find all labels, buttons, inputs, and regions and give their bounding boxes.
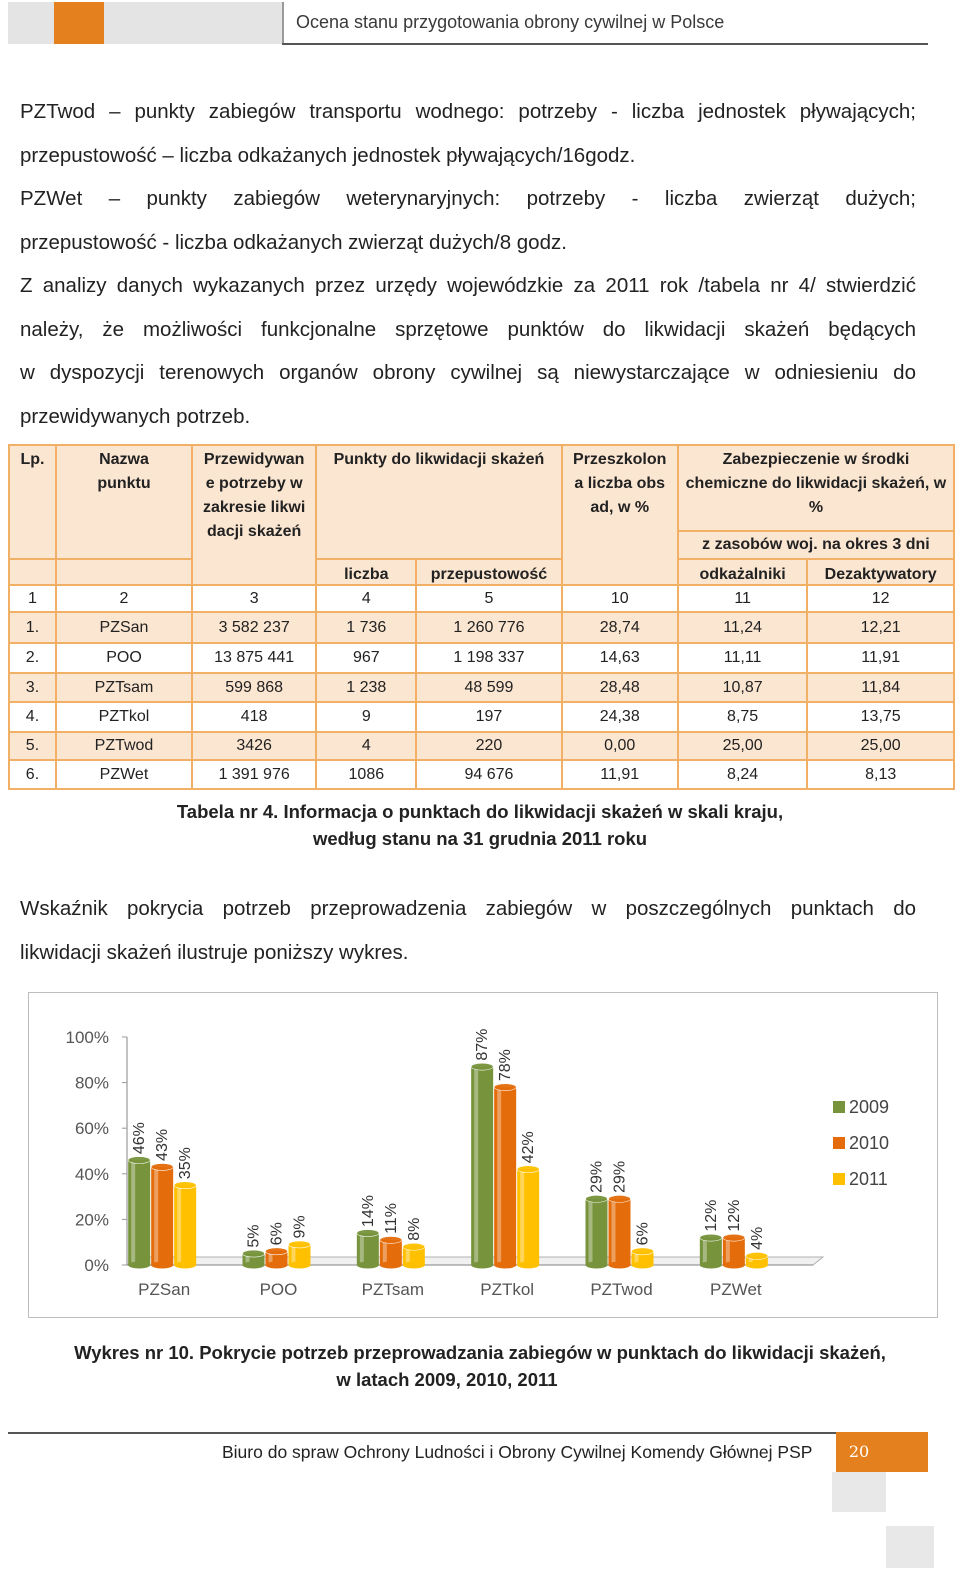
- table-cell: 28,48: [562, 673, 678, 702]
- data-label: 9%: [291, 1215, 309, 1239]
- table-cell: 94 676: [416, 760, 561, 789]
- bar-highlight: [726, 1240, 730, 1263]
- bar-top: [380, 1236, 402, 1243]
- bar-top: [746, 1252, 768, 1259]
- table-cell: 11,91: [807, 643, 954, 673]
- table-cell: 1: [9, 585, 56, 612]
- data-label: 42%: [520, 1131, 538, 1164]
- data-label: 8%: [405, 1217, 423, 1241]
- legend-swatch: [833, 1137, 845, 1149]
- table-cell: 28,74: [562, 612, 678, 643]
- legend-label: 2009: [849, 1097, 890, 1117]
- table-row: [9, 760, 954, 789]
- data-label: 6%: [268, 1222, 286, 1246]
- data-label: 12%: [702, 1199, 720, 1232]
- data-label: 43%: [154, 1128, 172, 1161]
- table-cell: 1 238: [316, 673, 416, 702]
- text-line: likwidacji skażeń ilustruje poniższy wykres.: [20, 940, 409, 964]
- table-cell: 4.: [9, 702, 56, 732]
- header-points: Punkty do likwidacji skażeń: [316, 445, 561, 559]
- y-tick-label: 20%: [74, 1210, 109, 1230]
- bar-base: [357, 1262, 379, 1269]
- header-supply-sub: z zasobów woj. na okres 3 dni: [678, 531, 954, 559]
- table-caption-line: Tabela nr 4. Informacja o punktach do likwidacji skażeń w skali kraju,: [176, 801, 784, 822]
- table-cell: PZSan: [56, 612, 192, 643]
- bar-highlight: [177, 1187, 181, 1263]
- table-row: [9, 643, 954, 673]
- data-label: 14%: [359, 1195, 377, 1228]
- bar-base: [586, 1262, 608, 1269]
- header-lp: Lp.: [9, 445, 56, 559]
- table-cell: 8,75: [678, 702, 808, 732]
- header-disinfect: Dezaktywatory: [807, 559, 954, 585]
- bar-top: [586, 1195, 608, 1202]
- bar-top: [517, 1166, 539, 1173]
- text-line: należy, że możliwości funkcjonalne sprzętowe punktów do likwidacji skażeń będących: [20, 317, 916, 341]
- header-name-text: Nazwa punktu: [97, 451, 151, 492]
- bar-top: [471, 1063, 493, 1070]
- table-cell: 9: [316, 702, 416, 732]
- data-label: 29%: [611, 1160, 629, 1193]
- text-line: w dyspozycji terenowych organów obrony cywilnej są niewystarczające w odniesieniu do: [20, 361, 916, 384]
- x-tick-label: PZSan: [138, 1280, 191, 1299]
- table-cell: PZTwod: [56, 732, 192, 760]
- table-cell: 13,75: [807, 702, 954, 732]
- table-cell: 10,87: [678, 673, 808, 702]
- x-tick-label: PZTwod: [590, 1280, 653, 1299]
- data-label: 29%: [588, 1160, 606, 1193]
- bar-highlight: [497, 1089, 501, 1263]
- table-cell: 12: [807, 585, 954, 612]
- data-label: 4%: [748, 1226, 766, 1250]
- bar-highlight: [131, 1162, 135, 1263]
- bar-base: [723, 1262, 745, 1269]
- footer-rule: [8, 1432, 836, 1434]
- table-cell: 2: [56, 585, 192, 612]
- header-rule: [282, 43, 928, 45]
- table-cell: 1 198 337: [416, 643, 561, 673]
- table-cell: 1086: [316, 760, 416, 789]
- table-cell: 11,84: [807, 673, 954, 702]
- header-count: liczba: [316, 559, 416, 585]
- table-cell: 3.: [9, 673, 56, 702]
- bar-base: [471, 1262, 493, 1269]
- data-label: 5%: [245, 1224, 263, 1248]
- table-cell: 1 260 776: [416, 612, 561, 643]
- bar-base: [494, 1262, 516, 1269]
- table-cell: 1 736: [316, 612, 416, 643]
- table-cell: 24,38: [562, 702, 678, 732]
- paragraph-indicator: [20, 887, 916, 974]
- bar-highlight: [703, 1240, 707, 1263]
- bar-base: [151, 1262, 173, 1269]
- table-cell: 3: [192, 585, 316, 612]
- header-empty: [9, 559, 56, 585]
- y-tick-label: 60%: [74, 1119, 109, 1139]
- table-cell: 11,24: [678, 612, 808, 643]
- bar-base: [609, 1262, 631, 1269]
- table-cell: 5: [416, 585, 561, 612]
- table-cell: 5.: [9, 732, 56, 760]
- table-cell: 48 599: [416, 673, 561, 702]
- legend-swatch: [833, 1101, 845, 1113]
- table-row: [9, 702, 954, 732]
- legend-swatch: [833, 1173, 845, 1185]
- y-tick-label: 80%: [74, 1073, 109, 1093]
- table-cell: 11: [678, 585, 808, 612]
- table-cell: 25,00: [807, 732, 954, 760]
- bar-top: [128, 1157, 150, 1164]
- bar-highlight: [383, 1242, 387, 1263]
- text-line: przepustowość - liczba odkażanych zwierząt dużych/8 godz.: [20, 230, 567, 254]
- header-empty: [56, 559, 192, 585]
- table-cell: PZTsam: [56, 673, 192, 702]
- coverage-chart: [28, 992, 938, 1318]
- table-cell: 599 868: [192, 673, 316, 702]
- x-tick-label: POO: [259, 1280, 298, 1299]
- x-tick-label: PZTkol: [480, 1280, 535, 1299]
- table-cell: 0,00: [562, 732, 678, 760]
- header-needs: [192, 445, 316, 585]
- table-cell: 11,11: [678, 643, 808, 673]
- bar-base: [700, 1262, 722, 1269]
- legend-label: 2011: [849, 1169, 888, 1189]
- table-cell: 13 875 441: [192, 643, 316, 673]
- bar-base: [174, 1262, 196, 1269]
- chart-caption-line: Wykres nr 10. Pokrycie potrzeb przeprowadzania zabiegów w punktach do likwidacji skażeń,: [74, 1342, 886, 1363]
- table-row: [9, 612, 954, 643]
- table-cell: 25,00: [678, 732, 808, 760]
- text-line: przepustowość – liczba odkażanych jednostek pływających/16godz.: [20, 143, 636, 167]
- footer-decor-grey: [832, 1472, 886, 1512]
- header-trained: [562, 445, 678, 585]
- header-decor-orange: [54, 2, 104, 44]
- bar-top: [723, 1234, 745, 1241]
- bar-highlight: [612, 1201, 616, 1263]
- header-decor-grey-wide: [104, 2, 282, 44]
- header-trained-text: Przeszkolona liczba obsad, w %: [573, 451, 667, 516]
- header-supply: Zabezpieczenie w środki chemiczne do likwidacji skażeń, w %: [678, 445, 954, 531]
- data-label: 78%: [497, 1049, 515, 1082]
- table-cell: POO: [56, 643, 192, 673]
- bar-highlight: [406, 1249, 410, 1263]
- bar-highlight: [360, 1235, 364, 1263]
- bar-top: [266, 1248, 288, 1255]
- text-line: Wskaźnik pokrycia potrzeb przeprowadzenia zabiegów w poszczególnych punktach do: [20, 897, 916, 920]
- bar-top: [494, 1084, 516, 1091]
- table-caption: [0, 798, 960, 852]
- y-tick-label: 40%: [74, 1164, 109, 1184]
- bar-base: [746, 1262, 768, 1269]
- legend-label: 2010: [849, 1133, 890, 1153]
- table-cell: 10: [562, 585, 678, 612]
- bar-highlight: [154, 1169, 158, 1263]
- text-line: PZWet – punkty zabiegów weterynaryjnych: potrzeby - liczba zwierząt dużych;: [20, 187, 916, 210]
- table-row: [9, 673, 954, 702]
- header-capacity: przepustowość: [416, 559, 561, 585]
- text-line: przewidywanych potrzeb.: [20, 404, 251, 428]
- bar-highlight: [589, 1201, 593, 1263]
- bar-top: [609, 1195, 631, 1202]
- data-label: 12%: [725, 1199, 743, 1232]
- bar-base: [128, 1262, 150, 1269]
- bar-base: [266, 1262, 288, 1269]
- bar-base: [289, 1262, 311, 1269]
- chart-svg: [29, 993, 935, 1315]
- chart-caption-line: w latach 2009, 2010, 2011: [336, 1369, 558, 1390]
- bar-base: [403, 1262, 425, 1269]
- text-line: Z analizy danych wykazanych przez urzędy wojewódzkie za 2011 rok /tabela nr 4/ stwierdzić: [20, 274, 916, 297]
- footer-decor-grey: [886, 1526, 934, 1568]
- header-name: [56, 445, 192, 559]
- paragraph-pztwod: [20, 90, 916, 438]
- table-cell: 3 582 237: [192, 612, 316, 643]
- x-tick-label: PZTsam: [361, 1280, 425, 1299]
- bar-top: [151, 1163, 173, 1170]
- table-cell: 197: [416, 702, 561, 732]
- table-cell: 8,13: [807, 760, 954, 789]
- bar-base: [632, 1262, 654, 1269]
- header-divider: [282, 2, 284, 44]
- header-title: Ocena stanu przygotowania obrony cywilnej w Polsce: [296, 12, 725, 32]
- table-row-colnums: [9, 585, 954, 612]
- bar-top: [289, 1241, 311, 1248]
- table-cell: 418: [192, 702, 316, 732]
- bar-top: [357, 1230, 379, 1237]
- data-label: 87%: [474, 1028, 492, 1061]
- table-caption-line: według stanu na 31 grudnia 2011 roku: [312, 828, 648, 849]
- table-cell: 2.: [9, 643, 56, 673]
- data-label: 46%: [131, 1122, 149, 1155]
- bar-top: [403, 1243, 425, 1250]
- table-cell: 8,24: [678, 760, 808, 789]
- bar-base: [380, 1262, 402, 1269]
- table-cell: 4: [316, 585, 416, 612]
- table-cell: 12,21: [807, 612, 954, 643]
- bar-top: [243, 1250, 265, 1257]
- table-cell: 220: [416, 732, 561, 760]
- table-cell: PZWet: [56, 760, 192, 789]
- bar-base: [517, 1262, 539, 1269]
- bar-highlight: [292, 1246, 296, 1263]
- points-table: [8, 444, 955, 790]
- table-cell: PZTkol: [56, 702, 192, 732]
- chart-caption: [0, 1339, 960, 1393]
- y-tick-label: 100%: [65, 1028, 109, 1047]
- table-cell: 6.: [9, 760, 56, 789]
- bar-top: [632, 1248, 654, 1255]
- table-row: [9, 732, 954, 760]
- data-label: 11%: [382, 1203, 400, 1234]
- table-cell: 11,91: [562, 760, 678, 789]
- table-cell: 1 391 976: [192, 760, 316, 789]
- bar-base: [243, 1262, 265, 1269]
- y-tick-label: 0%: [84, 1256, 109, 1275]
- table-cell: 3426: [192, 732, 316, 760]
- text-line: PZTwod – punkty zabiegów transportu wodnego: potrzeby - liczba jednostek pływających;: [20, 100, 916, 123]
- data-label: 6%: [634, 1222, 652, 1246]
- table-cell: 14,63: [562, 643, 678, 673]
- data-label: 35%: [177, 1147, 195, 1180]
- table-cell: 1.: [9, 612, 56, 643]
- table-cell: 4: [316, 732, 416, 760]
- footer-text: Biuro do spraw Ochrony Ludności i Obrony Cywilnej Komendy Głównej PSP: [222, 1442, 813, 1462]
- bar-highlight: [520, 1171, 524, 1263]
- header-needs-text: Przewidywane potrzeby w zakresie likwidacji skażeń: [203, 451, 306, 540]
- bar-highlight: [474, 1069, 478, 1263]
- bar-top: [174, 1182, 196, 1189]
- x-tick-label: PZWet: [710, 1280, 762, 1299]
- table-cell: 967: [316, 643, 416, 673]
- page-number: 20: [848, 1442, 870, 1461]
- header-decor-grey: [8, 2, 54, 44]
- bar-top: [700, 1234, 722, 1241]
- header-decontam: odkażalniki: [678, 559, 808, 585]
